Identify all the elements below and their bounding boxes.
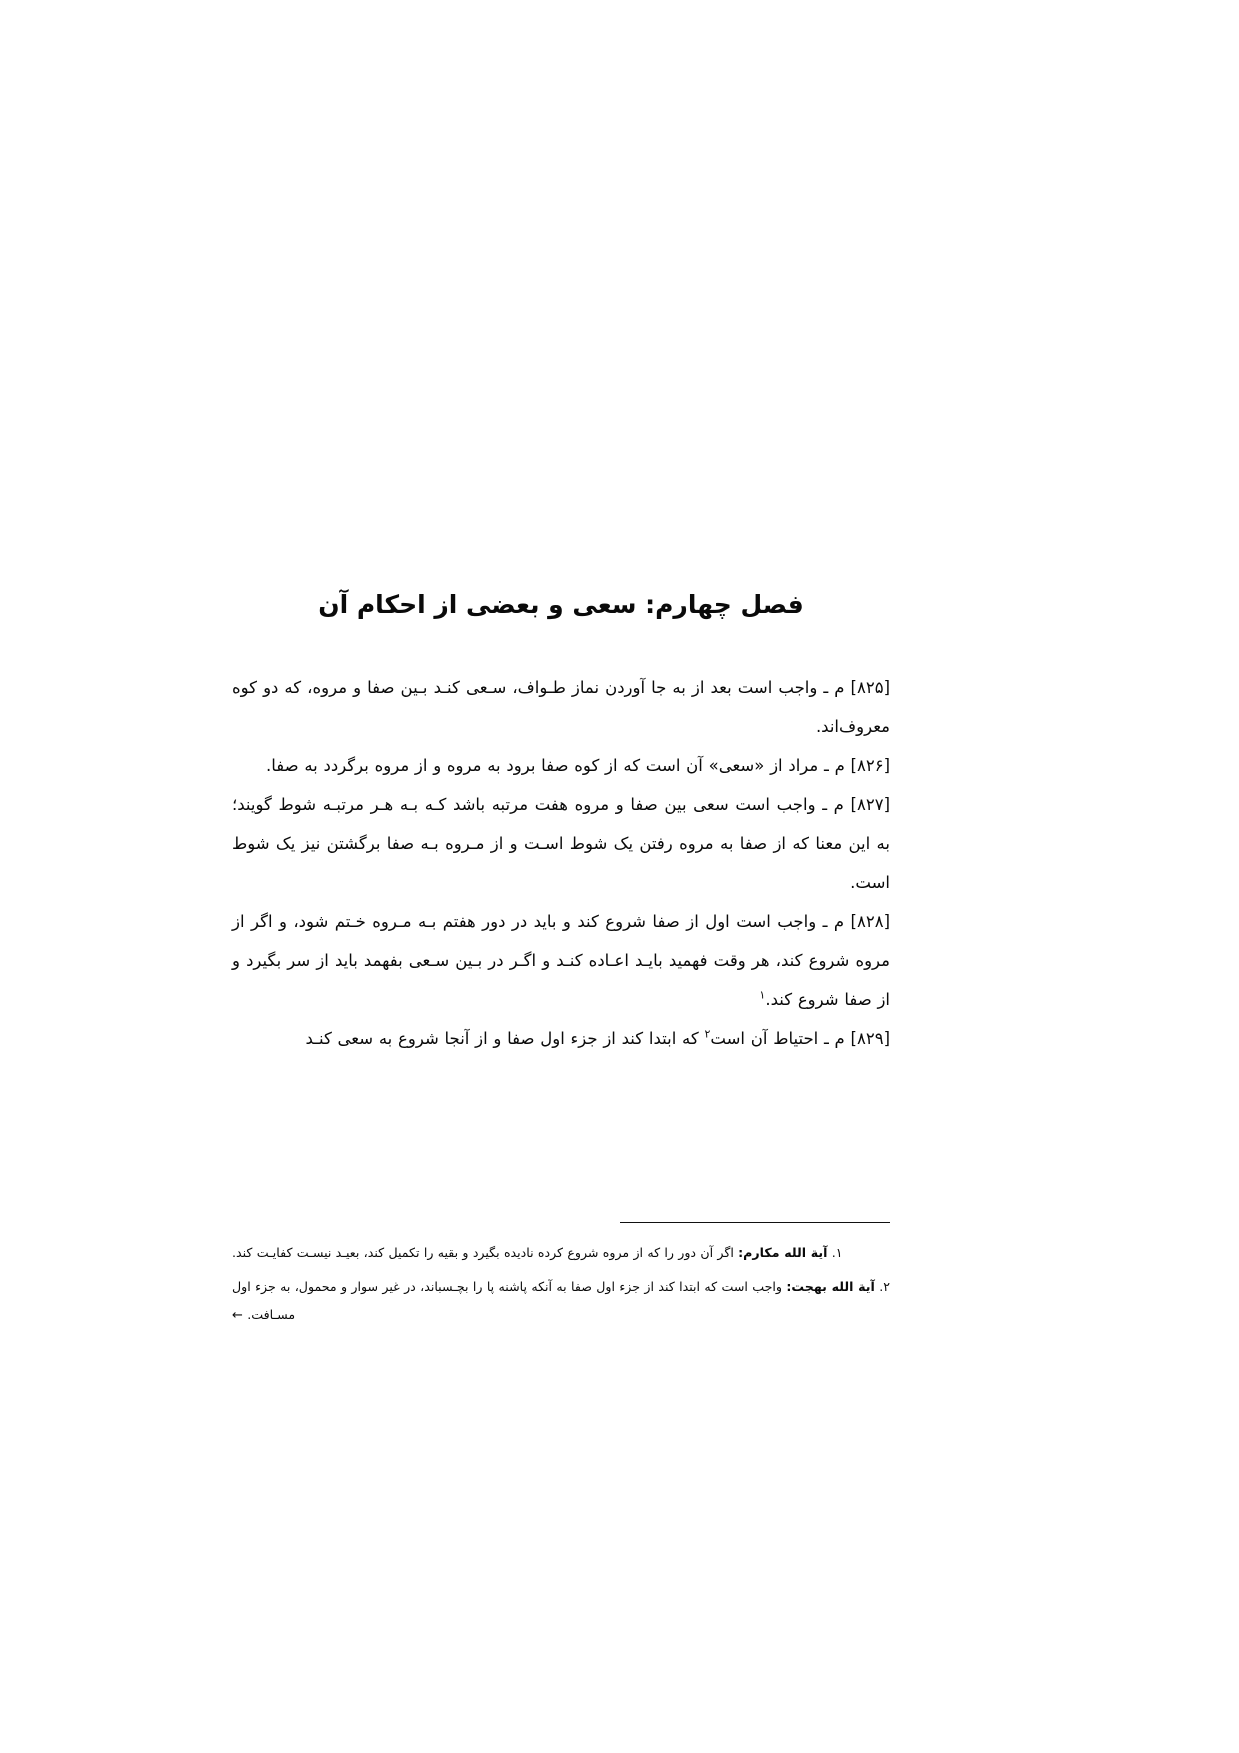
footnote-separator-rule: [620, 1222, 890, 1223]
paragraph-827: [232, 785, 890, 902]
paragraph-829-text-tail: که ابتدا کند از جزء اول صفا و از آنجا شروع به سعی کنـد: [305, 1029, 705, 1048]
paragraph-829-text-head: [۸۲۹] م ـ احتیاط آن است: [710, 1029, 890, 1048]
paragraph-825: [232, 668, 890, 746]
paragraph-829: [232, 1019, 890, 1058]
paragraph-828-text: [۸۲۸] م ـ واجب است اول از صفا شروع کند و باید در دور هفتم بـه مـروه خـتم شود، و اگر از مروه شروع کند، هر وقت فهمید بایـد اعـاده کنـد و اگـر در بـین سـعی بفهمد باید از سر بگیرد و از صفا شروع کند.: [232, 912, 890, 1009]
footnote-ref-1[interactable]: ۱: [759, 988, 766, 1002]
paragraph-825-text: [۸۲۵] م ـ واجب است بعد از به جا آوردن نماز طـواف، سـعی کنـد بـین صفا و مروه، که دو کوه معروف‌اند.: [232, 678, 890, 736]
footnote-ref-2[interactable]: ۲: [704, 1027, 711, 1041]
footnote-1: [232, 1239, 890, 1267]
footnote-2-text: واجب است که ابتدا کند از جزء اول صفا به آنکه پاشنه پا را بچـسباند، در غیر سوار و محمول، به جزء اول مسـافت.: [232, 1279, 782, 1322]
footnote-2-source: آیة الله بهجت:: [786, 1279, 875, 1294]
paragraph-828: [232, 902, 890, 1019]
paragraph-826-text: [۸۲۶] م ـ مراد از «سعی» آن است که از کوه صفا برود به مروه و از مروه برگردد به صفا.: [265, 756, 890, 775]
footnote-continuation-arrow-icon: ←: [232, 1308, 243, 1323]
footnote-1-marker: ۱.: [831, 1245, 843, 1260]
footnote-1-source: آیة الله مکارم:: [738, 1245, 828, 1260]
footnote-2-marker: ۲.: [879, 1279, 891, 1294]
footnote-section: [232, 1222, 890, 1336]
body-text-block: [232, 668, 890, 1058]
page-title: فصل چهارم: سعی و بعضی از احکام آن: [318, 590, 804, 619]
footnote-1-text: اگر آن دور را که از مروه شروع کرده نادیده بگیرد و بقیه را تکمیل کند، بعیـد نیسـت کفایـت کند.: [232, 1245, 734, 1260]
paragraph-826: [232, 746, 890, 785]
paragraph-827-text: [۸۲۷] م ـ واجب است سعی بین صفا و مروه هفت مرتبه باشد کـه بـه هـر مرتبـه شوط گویند؛ به این معنا که از صفا به مروه رفتن یک شوط اسـت و از مـروه بـه صفا برگشتن نیز یک شوط است.: [232, 795, 890, 892]
footnote-2: [232, 1273, 890, 1330]
